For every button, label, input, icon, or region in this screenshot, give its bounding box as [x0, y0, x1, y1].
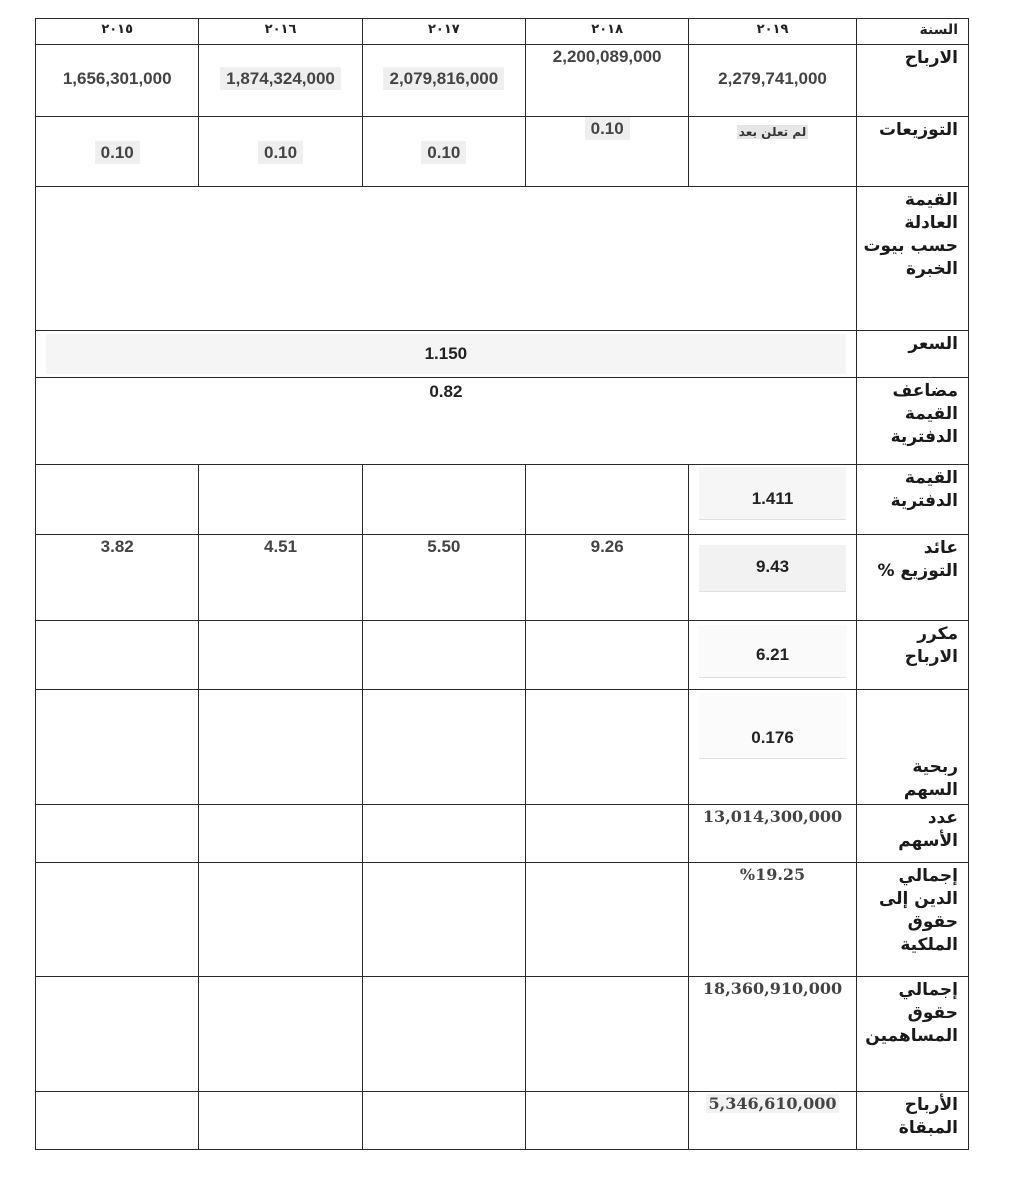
profits-2018 [526, 45, 689, 117]
pe-row [36, 621, 969, 690]
dividend-yield-label: عائد التوزيع % [856, 535, 968, 621]
dividend-yield-2017-value: 5.50 [427, 537, 461, 556]
debt-equity-2016 [199, 863, 362, 977]
fair-value-row [36, 187, 969, 331]
equity-2019 [689, 977, 856, 1092]
eps-2016 [199, 690, 362, 805]
year-2015: ٢٠١٥ [36, 19, 199, 45]
equity-row [36, 977, 969, 1092]
dividend-yield-row [36, 535, 969, 621]
distributions-label: التوزيعات [856, 117, 968, 187]
dividend-yield-2015 [36, 535, 199, 621]
equity-2018 [526, 977, 689, 1092]
dividend-yield-2017 [362, 535, 525, 621]
book-multiple-value: 0.82 [429, 382, 463, 401]
debt-equity-2019 [689, 863, 856, 977]
pe-2018 [526, 621, 689, 690]
eps-2018 [526, 690, 689, 805]
shares-2016 [199, 805, 362, 863]
profits-label: الارباح [856, 45, 968, 117]
retained-2017 [362, 1092, 525, 1150]
book-value-2015 [36, 465, 199, 535]
retained-2019 [689, 1092, 856, 1150]
year-2017: ٢٠١٧ [362, 19, 525, 45]
distributions-2016-value: 0.10 [258, 141, 303, 164]
book-multiple-cell [36, 378, 857, 465]
year-header-row [36, 19, 969, 45]
eps-2019 [689, 690, 856, 805]
debt-equity-2017 [362, 863, 525, 977]
debt-equity-row [36, 863, 969, 977]
pe-2015 [36, 621, 199, 690]
shares-2017 [362, 805, 525, 863]
dividend-yield-2015-value: 3.82 [100, 537, 134, 556]
distributions-2019 [689, 117, 856, 187]
eps-2015 [36, 690, 199, 805]
book-value-2017 [362, 465, 525, 535]
pe-value: 6.21 [755, 645, 790, 664]
profits-2018-value: 2,200,089,000 [552, 47, 662, 66]
distributions-row [36, 117, 969, 187]
book-value-2016 [199, 465, 362, 535]
retained-row [36, 1092, 969, 1150]
equity-value: 18,360,910,000 [702, 979, 843, 998]
dividend-yield-2019 [689, 535, 856, 621]
shares-2019 [689, 805, 856, 863]
retained-value: 5,346,610,000 [708, 1094, 837, 1113]
dividend-yield-2019-value: 9.43 [755, 557, 790, 576]
shares-2015 [36, 805, 199, 863]
pe-label: مكرر الارباح [856, 621, 968, 690]
fair-value-cell [36, 187, 857, 331]
shares-value: 13,014,300,000 [702, 807, 843, 826]
debt-equity-2018 [526, 863, 689, 977]
book-multiple-label: مضاعف القيمة الدفترية [856, 378, 968, 465]
year-2016: ٢٠١٦ [199, 19, 362, 45]
retained-2015 [36, 1092, 199, 1150]
shares-2018 [526, 805, 689, 863]
retained-2016 [199, 1092, 362, 1150]
equity-2017 [362, 977, 525, 1092]
eps-value: 0.176 [751, 728, 794, 747]
fair-value-label: القيمة العادلة حسب بيوت الخبرة [856, 187, 968, 331]
profits-2015-value: 1,656,301,000 [62, 69, 172, 88]
distributions-2017-value: 0.10 [421, 141, 466, 164]
shares-row [36, 805, 969, 863]
equity-2015 [36, 977, 199, 1092]
year-header-label: السنة [856, 19, 968, 45]
distributions-2015-value: 0.10 [95, 141, 140, 164]
distributions-2018-value: 0.10 [585, 117, 630, 140]
equity-2016 [199, 977, 362, 1092]
profits-2016-value: 1,874,324,000 [220, 67, 341, 90]
debt-equity-value: %19.25 [739, 865, 806, 884]
book-value-2019 [689, 465, 856, 535]
pe-2019 [689, 621, 856, 690]
price-label: السعر [856, 331, 968, 378]
equity-label: إجمالي حقوق المساهمين [856, 977, 968, 1092]
shares-label: عدد الأسهم [856, 805, 968, 863]
profits-2019 [689, 45, 856, 117]
pe-2017 [362, 621, 525, 690]
dividend-yield-2016-value: 4.51 [263, 537, 298, 556]
dividend-yield-2018-value: 9.26 [590, 537, 624, 556]
book-multiple-row [36, 378, 969, 465]
eps-2017 [362, 690, 525, 805]
dividend-yield-2018 [526, 535, 689, 621]
profits-2015 [36, 45, 199, 117]
dividend-yield-2016 [199, 535, 362, 621]
year-2018: ٢٠١٨ [526, 19, 689, 45]
pe-2016 [199, 621, 362, 690]
not-announced-note: لم تعلن بعد [738, 125, 807, 139]
profits-2017-value: 2,079,816,000 [383, 67, 504, 90]
profits-2017 [362, 45, 525, 117]
price-row [36, 331, 969, 378]
year-2019: ٢٠١٩ [689, 19, 856, 45]
financial-table [35, 18, 969, 1150]
distributions-2015 [36, 117, 199, 187]
profits-2019-value: 2,279,741,000 [718, 69, 827, 88]
book-value-label: القيمة الدفترية [856, 465, 968, 535]
book-value-2018 [526, 465, 689, 535]
debt-equity-label: إجمالي الدين إلى حقوق الملكية [856, 863, 968, 977]
eps-label: ربحية السهم [856, 690, 968, 805]
book-value-row [36, 465, 969, 535]
price-cell [36, 331, 857, 378]
profits-2016 [199, 45, 362, 117]
price-value: 1.150 [424, 344, 468, 363]
retained-label: الأرباح المبقاة [856, 1092, 968, 1150]
retained-2018 [526, 1092, 689, 1150]
book-value-value: 1.411 [751, 489, 794, 508]
eps-row [36, 690, 969, 805]
distributions-2018 [526, 117, 689, 187]
profits-row [36, 45, 969, 117]
distributions-2016 [199, 117, 362, 187]
debt-equity-2015 [36, 863, 199, 977]
distributions-2017 [362, 117, 525, 187]
